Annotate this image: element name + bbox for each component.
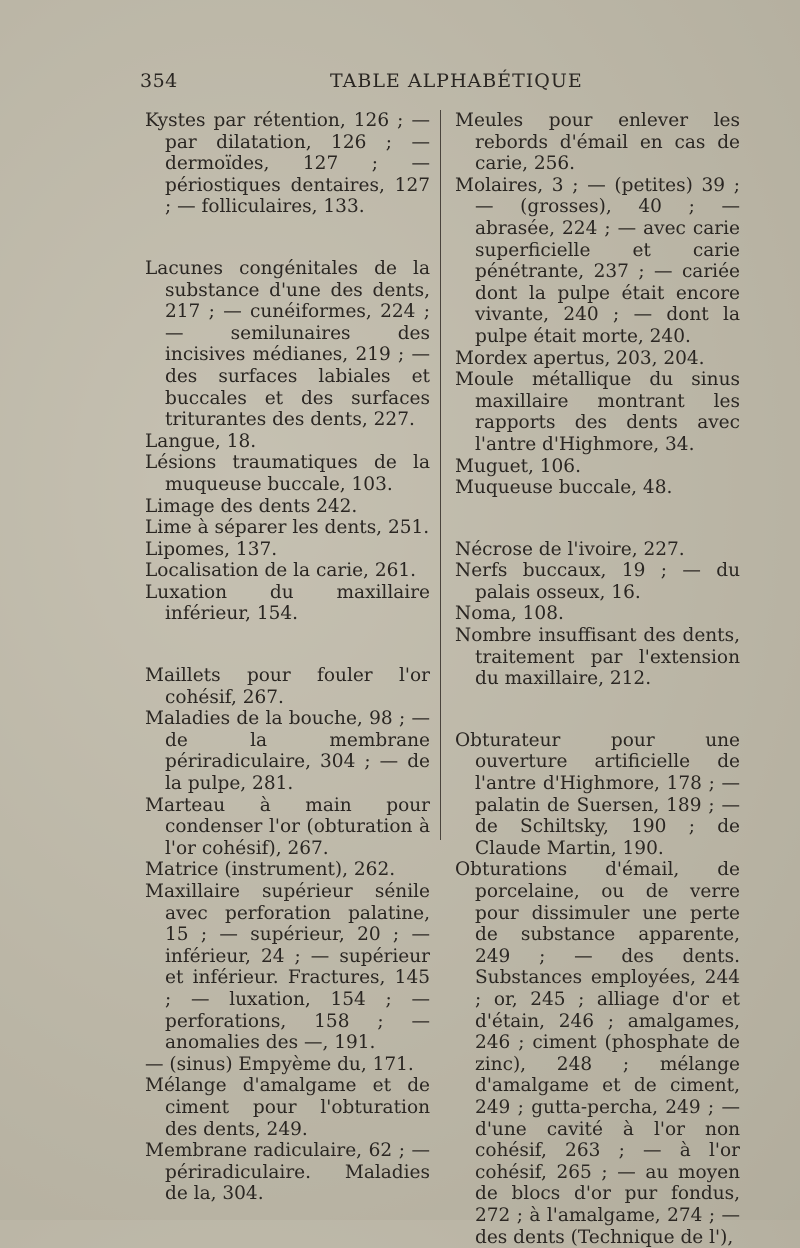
index-entry: Nombre insuffisant des dents, traitement par l'extension du maxillaire, 212. <box>455 625 740 690</box>
index-entry: Meules pour enlever les rebords d'émail en cas de carie, 256. <box>455 110 740 175</box>
index-entry: Langue, 18. <box>145 430 257 452</box>
index-entry: Muguet, 106. <box>455 455 581 477</box>
index-entry: Nerfs buccaux, 19 ; — du palais osseux, 16. <box>455 560 740 603</box>
index-entry: Nécrose de l'ivoire, 227. <box>455 538 685 560</box>
index-entry: Maladies de la bouche, 98 ; — de la membrane périradiculaire, 304 ; — de la pulpe, 281. <box>145 708 430 795</box>
index-entry: Marteau à main pour condenser l'or (obturation à l'or cohésif), 267. <box>145 794 430 859</box>
letter-section-gap <box>455 690 740 730</box>
index-entry: Moule métallique du sinus maxillaire montrant les rapports des dents avec l'antre d'Highmore, 34. <box>455 369 740 455</box>
index-entry: Lipomes, 137. <box>145 538 278 560</box>
index-entry: Lésions traumatiques de la muqueuse buccale, 103. <box>145 452 430 495</box>
running-title: TABLE ALPHABÉTIQUE <box>330 70 583 92</box>
index-column-left <box>145 110 430 1205</box>
index-entry: Lime à séparer les dents, 251. <box>145 517 430 539</box>
index-entry: Maillets pour fouler l'or cohésif, 267. <box>145 665 430 708</box>
index-entry: Mélange d'amalgame et de ciment pour l'obturation des dents, 249. <box>145 1075 430 1140</box>
letter-section-gap <box>145 625 430 665</box>
index-entry: Obturateur pour une ouverture artificielle de l'antre d'Highmore, 178 ; — palatin de Suersen, 189 ; — de Schiltsky, 190 ; de Claude Martin, 190. <box>455 729 740 859</box>
index-entry: Matrice (instrument), 262. <box>145 859 396 881</box>
index-column-right <box>455 110 740 1248</box>
index-entry: Mordex apertus, 203, 204. <box>455 347 705 369</box>
letter-section-gap <box>455 499 740 539</box>
page-number: 354 <box>140 70 178 92</box>
column-divider <box>440 110 441 840</box>
page-header <box>140 70 740 100</box>
index-entry: Noma, 108. <box>455 603 564 625</box>
index-entry: Molaires, 3 ; — (petites) 39 ; — (grosses), 40 ; — abrasée, 224 ; — avec carie superficielle et carie pénétrante, 237 ; — cariée dont la pulpe était encore vivante, 240 ; — dont la pulpe était morte, 240. <box>455 174 740 347</box>
index-entry: Luxation du maxillaire inférieur, 154. <box>145 581 430 625</box>
index-entry: Muqueuse buccale, 48. <box>455 477 673 499</box>
index-entry: Lacunes congénitales de la substance d'une des dents, 217 ; — cunéiformes, 224 ; — semilunaires des incisives médianes, 219 ; — des surfaces labiales et buccales et des surfaces triturantes des dents, 227. <box>145 257 430 431</box>
index-entry: Kystes par rétention, 126 ; — par dilatation, 126 ; — dermoïdes, 127 ; — périostiques dentaires, 127 ; — folliculaires, 133. <box>145 110 430 218</box>
index-entry: Limage des dents 242. <box>145 495 358 517</box>
index-entry: Obturations d'émail, de porcelaine, ou de verre pour dissimuler une perte de substance apparente, 249 ; — des dents. Substances employées, 244 ; or, 245 ; alliage d'or et d'étain, 246 ; amalgames, 246 ; ciment (phosphate de zinc), 248 ; mélange d'amalgame et de ciment, 249 ; gutta-percha, 249 ; — d'une cavité à l'or non cohésif, 263 ; — à l'or cohésif, 265 ; — au moyen de blocs d'or pur fondus, 272 ; à l'amalgame, 274 ; — des dents (Technique de l'), <box>455 859 740 1248</box>
index-entry: — (sinus) Empyème du, 171. <box>145 1053 414 1075</box>
letter-section-gap <box>145 218 430 258</box>
index-entry: Maxillaire supérieur sénile avec perforation palatine, 15 ; — supérieur, 20 ; — inférieur, 24 ; — supérieur et inférieur. Fractures, 145 ; — luxation, 154 ; — perforations, 158 ; — anomalies des —, 191. <box>145 881 430 1054</box>
index-entry: Membrane radiculaire, 62 ; — périradiculaire. Maladies de la, 304. <box>145 1140 430 1205</box>
index-entry: Localisation de la carie, 261. <box>145 560 417 582</box>
